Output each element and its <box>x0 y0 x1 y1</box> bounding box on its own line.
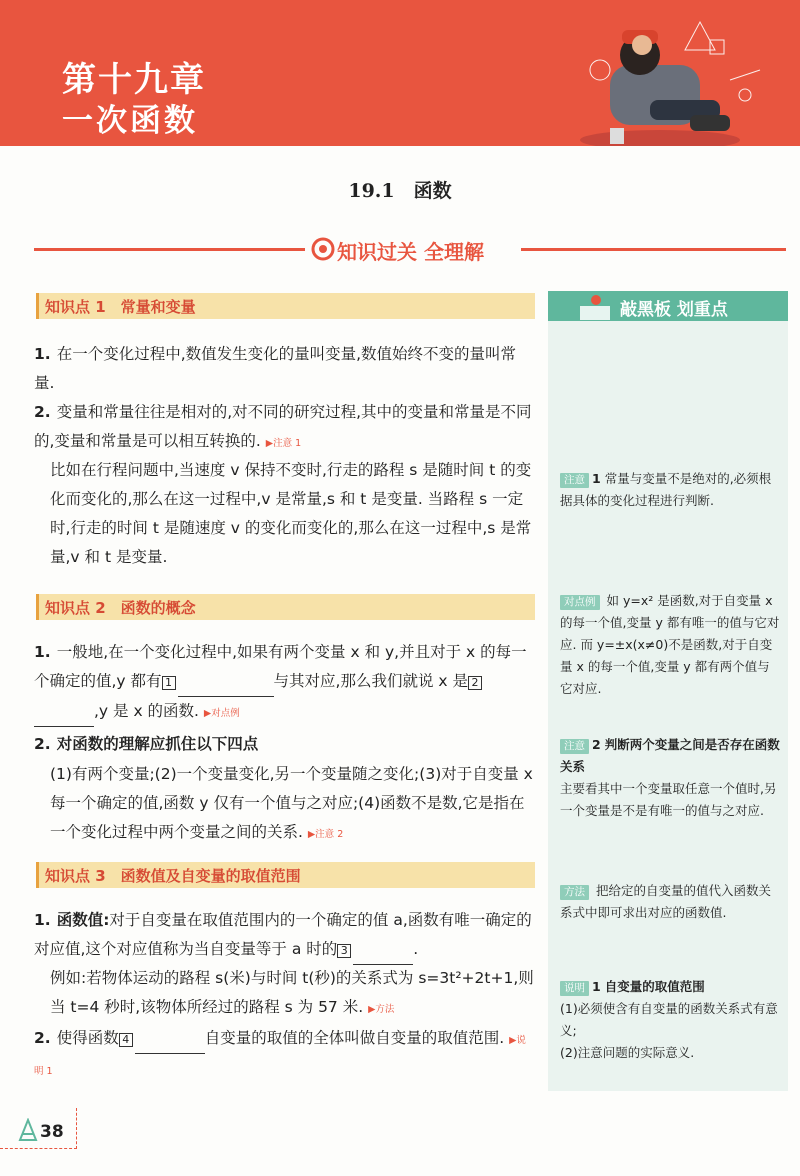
swirl-icon <box>310 236 336 262</box>
note-tag: 注意 <box>560 739 589 754</box>
note-reference: ▶注意 2 <box>307 829 344 840</box>
blank-number: 3 <box>337 944 351 958</box>
banner-title: 知识过关 全理解 <box>337 240 484 264</box>
fill-blank-3[interactable] <box>353 935 413 965</box>
note-tag: 注意 <box>560 473 589 488</box>
example-tag: 对点例 <box>560 595 600 610</box>
note-reference: ▶注意 1 <box>265 438 302 449</box>
knowledge-point-2-label: 知识点 2 函数的概念 <box>45 599 196 617</box>
method-tag: 方法 <box>560 885 589 900</box>
list-number: 1. <box>34 643 51 661</box>
kp1-paragraph-2: 2. 变量和常量往往是相对的,对不同的研究过程,其中的变量和常量是不同的,变量和常量是可以相互转换的. ▶注意 1 <box>34 403 532 450</box>
kp1-paragraph-1: 1. 在一个变化过程中,数值发生变化的量叫变量,数值始终不变的量叫常量. <box>34 345 517 392</box>
fill-blank-1[interactable] <box>178 667 274 697</box>
sidebar-title: 敲黑板 划重点 <box>620 300 728 320</box>
page-number: 38 <box>40 1122 64 1142</box>
list-number: 2. <box>34 403 51 421</box>
method-reference: ▶方法 <box>368 1004 395 1015</box>
list-number: 2. <box>34 1029 51 1047</box>
list-number: 2. <box>34 735 51 753</box>
knowledge-point-2-tag <box>36 594 535 620</box>
teacher-icon <box>578 292 614 322</box>
kp2-paragraph-2: (1)有两个变量;(2)一个变量变化,另一个变量随之变化;(3)对于自变量 x 每一个确定的值,函数 y 仅有一个值与之对应;(4)函数不是数,它是指在一个变化过程中两个变量之间的关系. ▶注意 2 <box>50 765 533 841</box>
sidebar-explanation: 说明 1 自变量的取值范围 (1)必须使含有自变量的函数关系式有意义; (2)注意问题的实际意义. <box>560 979 778 1060</box>
knowledge-point-1-label: 知识点 1 常量和变量 <box>45 298 196 316</box>
explanation-reference: ▶说明 1 <box>34 1035 526 1077</box>
blank-number: 1 <box>162 676 176 690</box>
sidebar-note-2: 注意 2 判断两个变量之间是否存在函数关系 主要看其中一个变量取任意一个值时,另一个变量是不是有唯一的值与之对应. <box>560 737 780 818</box>
knowledge-point-3-tag <box>36 862 535 888</box>
kp2-paragraph-2-title: 2. 对函数的理解应抓住以下四点 <box>34 735 259 753</box>
sidebar-example: 对点例 如 y=x² 是函数,对于自变量 x 的每一个值,变量 y 都有唯一的值与它对应. 而 y=±x(x≠0)不是函数,对于自变量 x 的每一个值,变量 y 都有两个值与它对应. <box>560 593 780 696</box>
knowledge-point-3-label: 知识点 3 函数值及自变量的取值范围 <box>45 867 301 885</box>
kp3-example: 例如:若物体运动的路程 s(米)与时间 t(秒)的关系式为 s=3t²+2t+1,则当 t=4 秒时,该物体所经过的路程 s 为 57 米. ▶方法 <box>50 969 534 1016</box>
illustration-man-icon <box>570 0 800 146</box>
kp3-paragraph-1: 1. 函数值:对于自变量在取值范围内的一个确定的值 a,函数有唯一确定的对应值,这个对应值称为当自变量等于 a 时的 3 . <box>34 906 534 965</box>
kp3-paragraph-2: 2. 使得函数 4 自变量的取值的全体叫做自变量的取值范围. ▶说明 1 <box>34 1024 534 1086</box>
section-title: 19.1 函数 <box>348 180 452 202</box>
example-reference: ▶对点例 <box>203 708 240 719</box>
kp1-paragraph-3: 比如在行程问题中,当速度 v 保持不变时,行走的路程 s 是随时间 t 的变化而变化的,那么在这一过程中,v 是常量,s 和 t 是变量. 当路程 s 一定时,行走的时间 t 是随速度 v 的变化而变化的,那么在这一过程中,s 是常量,v 和 t 是变量. <box>50 461 532 566</box>
blank-number: 4 <box>119 1033 133 1047</box>
fill-blank-4[interactable] <box>135 1024 205 1054</box>
chapter-subtitle: 一次函数 <box>62 103 198 139</box>
blank-number: 2 <box>468 676 482 690</box>
chapter-title: 第十九章 <box>62 60 206 100</box>
list-number: 1. <box>34 911 51 929</box>
sidebar-note-1: 注意 1 常量与变量不是绝对的,必须根据具体的变化过程进行判断. <box>560 471 772 508</box>
kp2-paragraph-1: 1. 一般地,在一个变化过程中,如果有两个变量 x 和 y,并且对于 x 的每一个确定的值,y 都有 1 与其对应,那么我们就说 x 是 2 ,y 是 x 的函数. ▶对点例 <box>34 638 534 728</box>
fill-blank-2[interactable] <box>34 697 94 727</box>
knowledge-point-1-tag <box>36 293 535 319</box>
explanation-tag: 说明 <box>560 981 589 996</box>
list-number: 1. <box>34 345 51 363</box>
compass-icon <box>16 1118 40 1142</box>
sidebar-method: 方法 把给定的自变量的值代入函数关系式中即可求出对应的函数值. <box>560 883 771 920</box>
